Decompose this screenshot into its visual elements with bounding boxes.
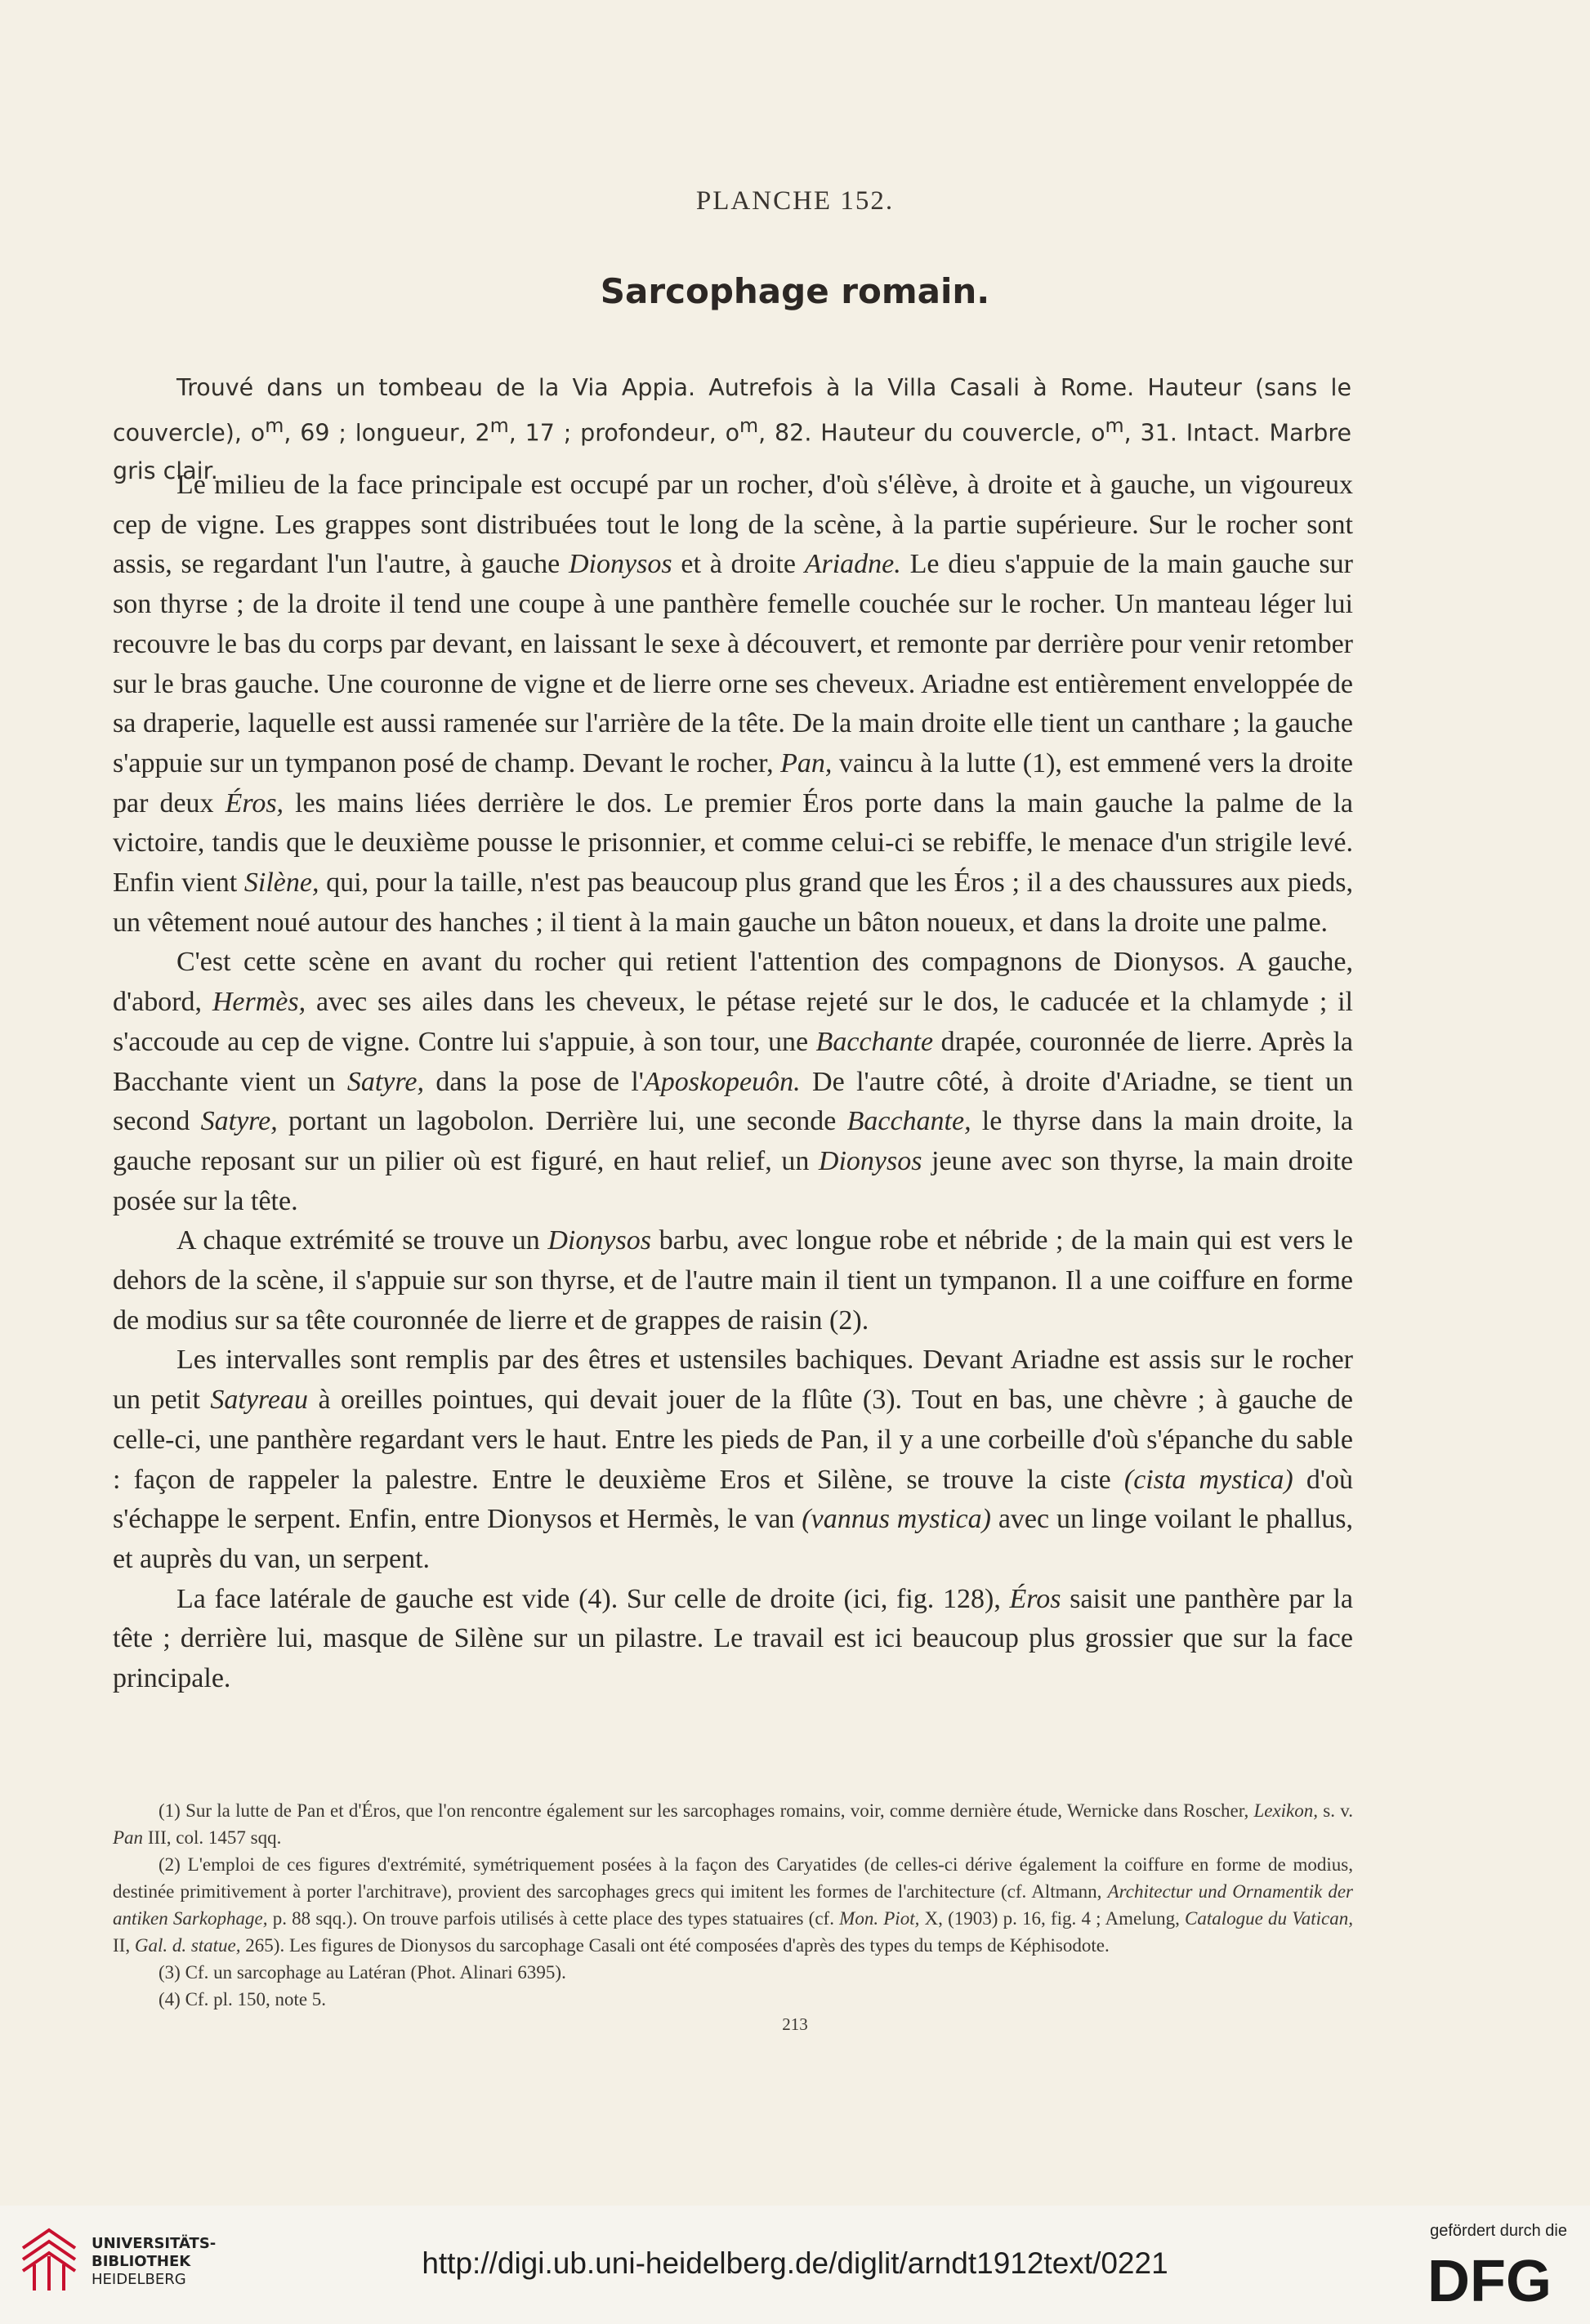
dfg-logo-icon [1412,2250,1567,2309]
paragraph: Le milieu de la face principale est occupé par un rocher, d'où s'élève, à droite et à gauche, un vigoureux cep de vigne. Les grappes sont distribuées tout le long de la scène, à la partie supérieure. Sur le rocher sont assis, se regardant l'un l'autre, à gauche Dionysos et à droite Ariadne. Le dieu s'appuie de la main gauche sur son thyrse ; de la droite il tend une coupe à une panthère femelle couchée sur le rocher. Un manteau léger lui recouvre le bas du corps par devant, en laissant le sexe à découvert, et remonte par derrière pour venir retomber sur le bras gauche. Une couronne de vigne et de lierre orne ses cheveux. Ariadne est entièrement enveloppée de sa draperie, laquelle est aussi ramenée sur l'arrière de la tête. De la main droite elle tient un canthare ; la gauche s'appuie sur un tympanon posé de champ. Devant le rocher, Pan, vaincu à la lutte (1), est emmené vers la droite par deux Éros, les mains liées derrière le dos. Le premier Éros porte dans la main gauche la palme de la victoire, tandis que le deuxième pousse le prisonnier, et comme celui-ci se rebiffe, le menace d'un strigile levé. Enfin vient Silène, qui, pour la taille, n'est pas beaucoup plus grand que les Éros ; il a des chaussures aux pieds, un vêtement noué autour des hanches ; il tient à la main gauche un bâton noueux, et dans la droite une palme. [113,470,1354,938]
university-line-3: HEIDELBERG [92,2271,186,2288]
dfg-logo-text: DFG [1427,2250,1552,2309]
footer-bar [0,2206,1590,2324]
footnotes [113,1797,1353,2013]
footnote: (4) Cf. pl. 150, note 5. [159,1989,327,2010]
sponsor-text: gefördert durch die [1430,2222,1567,2240]
page-number: 213 [782,2014,808,2034]
object-caption: Trouvé dans un tombeau de la Via Appia. Autrefois à la Villa Casali à Rome. Hauteur (sans le couvercle), $o^m$, 69 ; longueur, 2$^m$, 17 ; profondeur, $o^m$, 82. Hauteur du couvercle, $o^m$, 31. Intact. Marbre gris clair. [113,374,1352,484]
footnote: (3) Cf. un sarcophage au Latéran (Phot. Alinari 6395). [159,1962,566,1983]
university-line-2: BIBLIOTHEK [92,2253,191,2270]
paragraph: C'est cette scène en avant du rocher qui retient l'attention des compagnons de Dionysos. A gauche, d'abord, Hermès, avec ses ailes dans les cheveux, le pétase rejeté sur le dos, le caducée et la chlamyde ; il s'accoude au cep de vigne. Contre lui s'appuie, à son tour, une Bacchante drapée, couronnée de lierre. Après la Bacchante vient un Satyre, dans la pose de l'Aposkopeuôn. De l'autre côté, à droite d'Ariadne, se tient un second Satyre, portant un lagobolon. Derrière lui, une seconde Bacchante, le thyrse dans la main droite, la gauche reposant sur un pilier où est figuré, en haut relief, un Dionysos jeune avec son thyrse, la main droite posée sur la tête. [113,947,1353,1216]
paragraph: La face latérale de gauche est vide (4). Sur celle de droite (ici, fig. 128), Éros saisit une panthère par la tête ; derrière lui, masque de Silène sur un pilastre. Le travail est ici beaucoup plus grossier que sur la face principale. [113,1583,1354,1694]
page-title: Sarcophage romain. [600,271,990,311]
footnote: (2) L'emploi de ces figures d'extrémité, symétriquement posées à la façon des Caryatides (de celles-ci dérive également la coiffure en forme de modius, destinée primitivement à porter l'architrave), provient des sarcophages grecs qui imitent les formes de l'architecture (cf. Altmann, Architectur und Ornamentik der antiken Sarkophage, p. 88 sqq.). On trouve parfois utilisés à cette place des types statuaires (cf. Mon. Piot, X, (1903) p. 16, fig. 4 ; Amelung, Catalogue du Vatican, II, Gal. d. statue, 265). Les figures de Dionysos du sarcophage Casali ont été composées d'après des types du temps de Képhisodote. [113,1854,1353,1956]
footnote: (1) Sur la lutte de Pan et d'Éros, que l'on rencontre également sur les sarcophages romains, voir, comme dernière étude, Wernicke dans Roscher, Lexikon, s. v. Pan III, col. 1457 sqq. [113,1800,1353,1848]
main-text [113,466,1353,1699]
university-line-1: UNIVERSITÄTS- [92,2235,217,2252]
paragraph: Les intervalles sont remplis par des êtres et ustensiles bachiques. Devant Ariadne est assis sur le rocher un petit Satyreau à oreilles pointues, qui devait jouer de la flûte (3). Tout en bas, une chèvre ; à gauche de celle-ci, une panthère regardant vers le haut. Entre les pieds de Pan, il y a une corbeille d'où s'épanche du sable : façon de rappeler la palestre. Entre le deuxième Eros et Silène, se trouve la ciste (cista mystica) d'où s'échappe le serpent. Enfin, entre Dionysos et Hermès, le van (vannus mystica) avec un linge voilant le phallus, et auprès du van, un serpent. [113,1345,1354,1574]
source-url-link[interactable]: http://digi.ub.uni-heidelberg.de/diglit/arndt1912text/0221 [422,2246,1168,2280]
plate-heading: PLANCHE 152. [695,186,895,216]
paragraph: A chaque extrémité se trouve un Dionysos barbu, avec longue robe et nébride ; de la main qui est vers le dehors de la scène, il s'appuie sur son thyrse, et de l'autre main il tient un tympanon. Il a une coiffure en forme de modius sur sa tête couronnée de lierre et de grappes de raisin (2). [113,1225,1354,1336]
